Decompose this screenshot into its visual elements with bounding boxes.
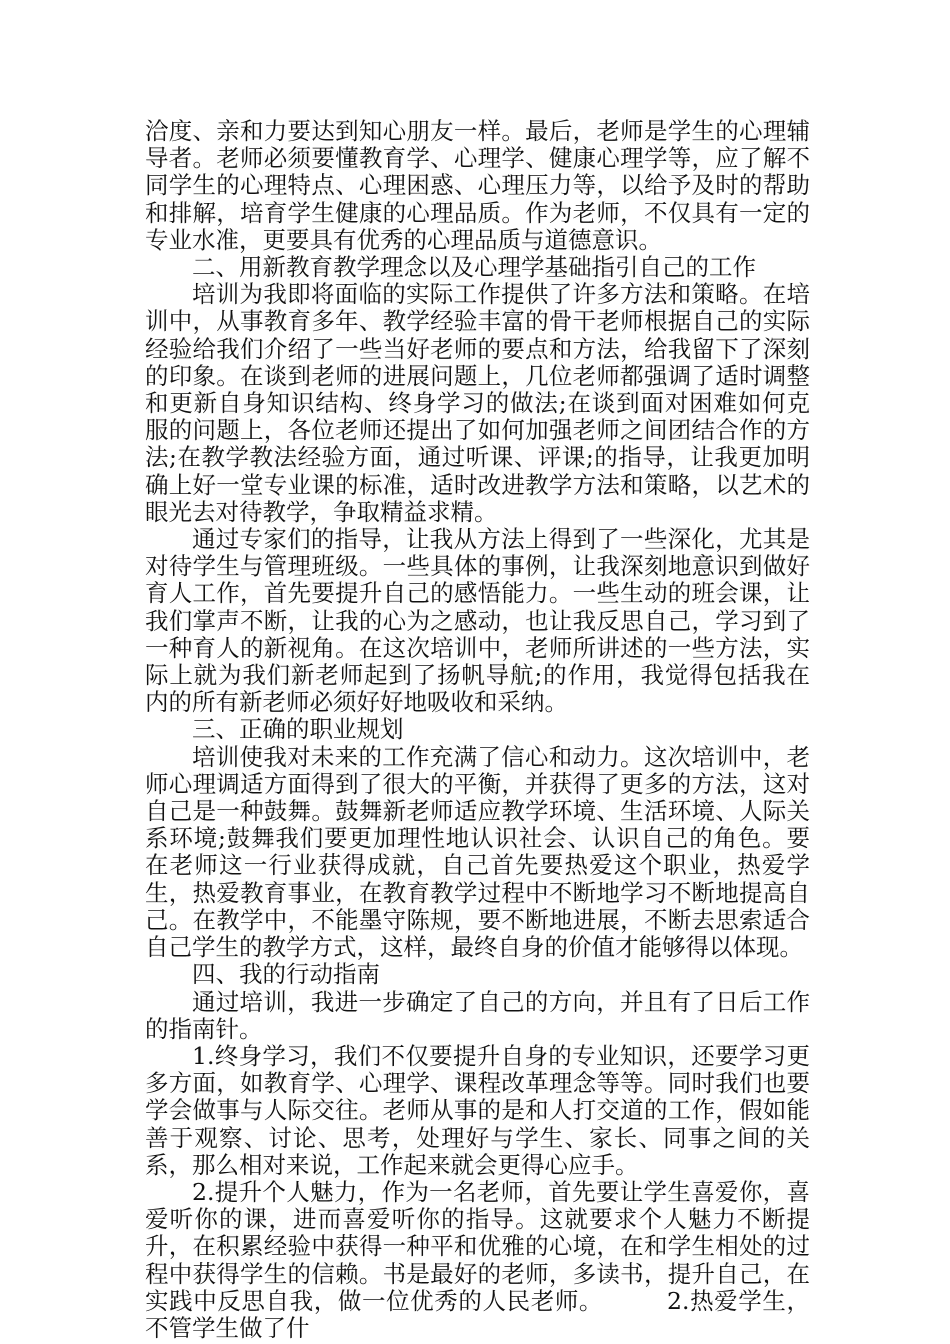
paragraph-training-methods: 培训为我即将面临的实际工作提供了许多方法和策略。在培训中，从事教育多年、教学经验丰富的骨干老师根据自己的实际经验给我们介绍了一些当好老师的要点和方法，给我留下了深刻的印象。在谈到老师的进展问题上，几位老师都强调了适时调整和更新自身知识结构、终身学习的做法;在谈到面对困难如何克服的问题上，各位老师还提出了如何加强老师之间团结合作的方法;在教学教法经验方面，通过听课、评课;的指导，让我更加明确上好一堂专业课的标准，适时改进教学方法和策略，以艺术的眼光去对待教学，争取精益求精。: [145, 280, 810, 526]
paragraph-expert-guidance: 通过专家们的指导，让我从方法上得到了一些深化，尤其是对待学生与管理班级。一些具体的事例，让我深刻地意识到做好育人工作，首先要提升自己的感悟能力。一些生动的班会课，让我们掌声不断，让我的心为之感动，也让我反思自己，学习到了一种育人的新视角。在这次培训中，老师所讲述的一些方法，实际上就为我们新老师起到了扬帆导航;的作用，我觉得包括我在内的所有新老师必须好好地吸收和采纳。: [145, 525, 810, 717]
paragraph-lifelong-learning: 1.终身学习，我们不仅要提升自身的专业知识，还要学习更多方面，如教育学、心理学、课程改革理念等等。同时我们也要学会做事与人际交往。老师从事的是和人打交道的工作，假如能善于观察、讨论、思考，处理好与学生、家长、同事之间的关系，那么相对来说，工作起来就会更得心应手。: [145, 1041, 810, 1179]
document-page: [145, 118, 810, 1342]
section-heading-4: 四、我的行动指南: [192, 960, 380, 989]
section-heading-3: 三、正确的职业规划: [192, 715, 404, 744]
personal-charm-text: 2.提升个人魅力，作为一名老师，首先要让学生喜爱你，喜爱听你的课，进而喜爱听你的指导。这就要求个人魅力不断提升，在积累经验中获得一种平和优雅的心境，在和学生相处的过程中获得学生的信赖。书是最好的老师，多读书，提升自己，在实践中反思自我，做一位优秀的人民老师。: [145, 1177, 810, 1315]
paragraph-personal-charm: [145, 1179, 810, 1342]
paragraph-action-intro: 通过培训，我进一步确定了自己的方向，并且有了日后工作的指南针。: [145, 987, 810, 1043]
love-students-text: 2.热爱学生，不管学生做了什: [145, 1286, 811, 1342]
paragraph-continuation: 洽度、亲和力要达到知心朋友一样。最后，老师是学生的心理辅导者。老师必须要懂教育学、心理学、健康心理学等，应了解不同学生的心理特点、心理困惑、心理压力等，以给予及时的帮助和排解，培育学生健康的心理品质。作为老师，不仅具有一定的专业水准，更要具有优秀的心理品质与道德意识。: [145, 117, 810, 254]
section-heading-2: 二、用新教育教学理念以及心理学基础指引自己的工作: [192, 253, 756, 282]
paragraph-career-planning: 培训使我对未来的工作充满了信心和动力。这次培训中，老师心理调适方面得到了很大的平衡，并获得了更多的方法，这对自己是一种鼓舞。鼓舞新老师适应教学环境、生活环境、人际关系环境;鼓舞我们要更加理性地认识社会、认识自己的角色。要在老师这一行业获得成就，自己首先要热爱这个职业，热爱学生，热爱教育事业，在教育教学过程中不断地学习不断地提高自己。在教学中，不能墨守陈规，要不断地进展，不断去思索适合自己学生的教学方式，这样，最终自身的价值才能够得以体现。: [145, 742, 810, 962]
